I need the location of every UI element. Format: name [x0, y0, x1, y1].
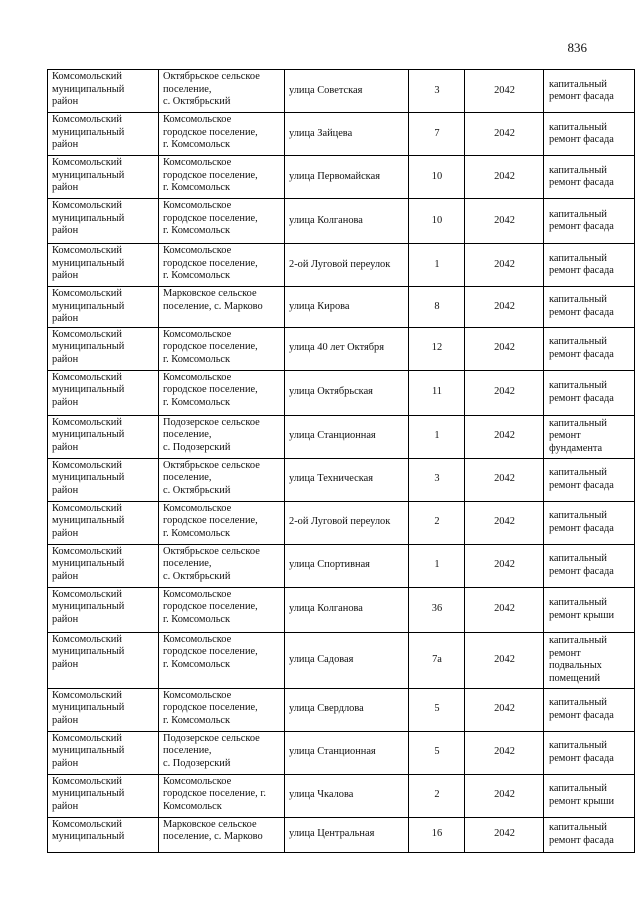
table-row	[48, 70, 635, 113]
settlement-cell: Комсомольское городское поселение, г. Комсомольск	[159, 501, 285, 544]
work-type-cell: капитальный ремонт фасада	[544, 327, 635, 370]
settlement-cell: Комсомольское городское поселение, г. Комсомольск	[159, 113, 285, 156]
year-cell: 2042	[465, 199, 544, 244]
table-row	[48, 688, 635, 731]
house-number-cell: 8	[409, 287, 465, 328]
district-cell: Комсомольский муниципальный район	[48, 70, 159, 113]
work-type-cell: капитальный ремонт крыши	[544, 587, 635, 632]
district-cell: Комсомольский муниципальный район	[48, 774, 159, 817]
table-row	[48, 415, 635, 458]
house-number-cell: 10	[409, 156, 465, 199]
settlement-cell: Марковское сельское поселение, с. Марково	[159, 287, 285, 328]
work-type-cell: капитальный ремонт фасада	[544, 817, 635, 852]
settlement-cell: Комсомольское городское поселение, г. Комсомольск	[159, 156, 285, 199]
street-cell: улица Станционная	[285, 731, 409, 774]
year-cell: 2042	[465, 587, 544, 632]
district-cell: Комсомольский муниципальный район	[48, 287, 159, 328]
street-cell: улица Свердлова	[285, 688, 409, 731]
street-cell: улица Первомайская	[285, 156, 409, 199]
table-row	[48, 244, 635, 287]
house-number-cell: 1	[409, 244, 465, 287]
table-row	[48, 774, 635, 817]
year-cell: 2042	[465, 817, 544, 852]
table-row	[48, 156, 635, 199]
work-type-cell: капитальный ремонт фасада	[544, 731, 635, 774]
district-cell: Комсомольский муниципальный район	[48, 688, 159, 731]
work-type-cell: капитальный ремонт фасада	[544, 113, 635, 156]
district-cell: Комсомольский муниципальный район	[48, 113, 159, 156]
year-cell: 2042	[465, 156, 544, 199]
settlement-cell: Комсомольское городское поселение, г. Комсомольск	[159, 632, 285, 688]
table-row	[48, 587, 635, 632]
work-type-cell: капитальный ремонт фасада	[544, 370, 635, 415]
work-type-cell: капитальный ремонт фасада	[544, 688, 635, 731]
table-row	[48, 544, 635, 587]
table-row	[48, 199, 635, 244]
year-cell: 2042	[465, 415, 544, 458]
house-number-cell: 2	[409, 501, 465, 544]
year-cell: 2042	[465, 244, 544, 287]
table-row	[48, 370, 635, 415]
street-cell: улица Октябрьская	[285, 370, 409, 415]
settlement-cell: Октябрьское сельское поселение, с. Октябрьский	[159, 70, 285, 113]
table-row	[48, 113, 635, 156]
house-number-cell: 3	[409, 458, 465, 501]
house-number-cell: 10	[409, 199, 465, 244]
year-cell: 2042	[465, 70, 544, 113]
settlement-cell: Подозерское сельское поселение, с. Подозерский	[159, 415, 285, 458]
work-type-cell: капитальный ремонт фундамента	[544, 415, 635, 458]
house-number-cell: 1	[409, 544, 465, 587]
street-cell: 2-ой Луговой переулок	[285, 501, 409, 544]
work-type-cell: капитальный ремонт фасада	[544, 244, 635, 287]
table-row	[48, 817, 635, 852]
house-number-cell: 16	[409, 817, 465, 852]
house-number-cell: 2	[409, 774, 465, 817]
year-cell: 2042	[465, 774, 544, 817]
year-cell: 2042	[465, 688, 544, 731]
work-type-cell: капитальный ремонт фасада	[544, 156, 635, 199]
settlement-cell: Подозерское сельское поселение, с. Подозерский	[159, 731, 285, 774]
year-cell: 2042	[465, 501, 544, 544]
year-cell: 2042	[465, 632, 544, 688]
street-cell: улица 40 лет Октября	[285, 327, 409, 370]
year-cell: 2042	[465, 544, 544, 587]
settlement-cell: Комсомольское городское поселение, г. Комсомольск	[159, 370, 285, 415]
house-number-cell: 3	[409, 70, 465, 113]
house-number-cell: 5	[409, 688, 465, 731]
district-cell: Комсомольский муниципальный район	[48, 544, 159, 587]
district-cell: Комсомольский муниципальный район	[48, 501, 159, 544]
house-number-cell: 1	[409, 415, 465, 458]
page-number: 836	[567, 40, 587, 55]
street-cell: улица Кирова	[285, 287, 409, 328]
house-number-cell: 7	[409, 113, 465, 156]
housing-repair-table	[47, 69, 635, 853]
settlement-cell: Октябрьское сельское поселение, с. Октябрьский	[159, 544, 285, 587]
district-cell: Комсомольский муниципальный	[48, 817, 159, 852]
district-cell: Комсомольский муниципальный район	[48, 156, 159, 199]
settlement-cell: Комсомольское городское поселение, г. Комсомольск	[159, 244, 285, 287]
district-cell: Комсомольский муниципальный район	[48, 327, 159, 370]
year-cell: 2042	[465, 327, 544, 370]
district-cell: Комсомольский муниципальный район	[48, 370, 159, 415]
street-cell: 2-ой Луговой переулок	[285, 244, 409, 287]
work-type-cell: капитальный ремонт фасада	[544, 199, 635, 244]
district-cell: Комсомольский муниципальный район	[48, 199, 159, 244]
table-row	[48, 458, 635, 501]
house-number-cell: 7а	[409, 632, 465, 688]
year-cell: 2042	[465, 731, 544, 774]
work-type-cell: капитальный ремонт фасада	[544, 70, 635, 113]
work-type-cell: капитальный ремонт подвальных помещений	[544, 632, 635, 688]
year-cell: 2042	[465, 287, 544, 328]
street-cell: улица Станционная	[285, 415, 409, 458]
settlement-cell: Комсомольское городское поселение, г. Комсомольск	[159, 327, 285, 370]
house-number-cell: 11	[409, 370, 465, 415]
house-number-cell: 12	[409, 327, 465, 370]
street-cell: улица Чкалова	[285, 774, 409, 817]
settlement-cell: Комсомольское городское поселение, г. Комсомольск	[159, 774, 285, 817]
year-cell: 2042	[465, 458, 544, 501]
work-type-cell: капитальный ремонт фасада	[544, 544, 635, 587]
work-type-cell: капитальный ремонт фасада	[544, 287, 635, 328]
table-row	[48, 287, 635, 328]
work-type-cell: капитальный ремонт крыши	[544, 774, 635, 817]
district-cell: Комсомольский муниципальный район	[48, 415, 159, 458]
house-number-cell: 36	[409, 587, 465, 632]
settlement-cell: Комсомольское городское поселение, г. Комсомольск	[159, 688, 285, 731]
street-cell: улица Колганова	[285, 587, 409, 632]
district-cell: Комсомольский муниципальный район	[48, 731, 159, 774]
work-type-cell: капитальный ремонт фасада	[544, 458, 635, 501]
street-cell: улица Зайцева	[285, 113, 409, 156]
settlement-cell: Марковское сельское поселение, с. Марково	[159, 817, 285, 852]
work-type-cell: капитальный ремонт фасада	[544, 501, 635, 544]
year-cell: 2042	[465, 113, 544, 156]
table-row	[48, 501, 635, 544]
street-cell: улица Советская	[285, 70, 409, 113]
settlement-cell: Октябрьское сельское поселение, с. Октябрьский	[159, 458, 285, 501]
table-row	[48, 731, 635, 774]
district-cell: Комсомольский муниципальный район	[48, 458, 159, 501]
street-cell: улица Колганова	[285, 199, 409, 244]
street-cell: улица Садовая	[285, 632, 409, 688]
district-cell: Комсомольский муниципальный район	[48, 632, 159, 688]
street-cell: улица Центральная	[285, 817, 409, 852]
district-cell: Комсомольский муниципальный район	[48, 244, 159, 287]
settlement-cell: Комсомольское городское поселение, г. Комсомольск	[159, 587, 285, 632]
house-number-cell: 5	[409, 731, 465, 774]
district-cell: Комсомольский муниципальный район	[48, 587, 159, 632]
table-row	[48, 632, 635, 688]
year-cell: 2042	[465, 370, 544, 415]
street-cell: улица Техническая	[285, 458, 409, 501]
table-row	[48, 327, 635, 370]
settlement-cell: Комсомольское городское поселение, г. Комсомольск	[159, 199, 285, 244]
street-cell: улица Спортивная	[285, 544, 409, 587]
